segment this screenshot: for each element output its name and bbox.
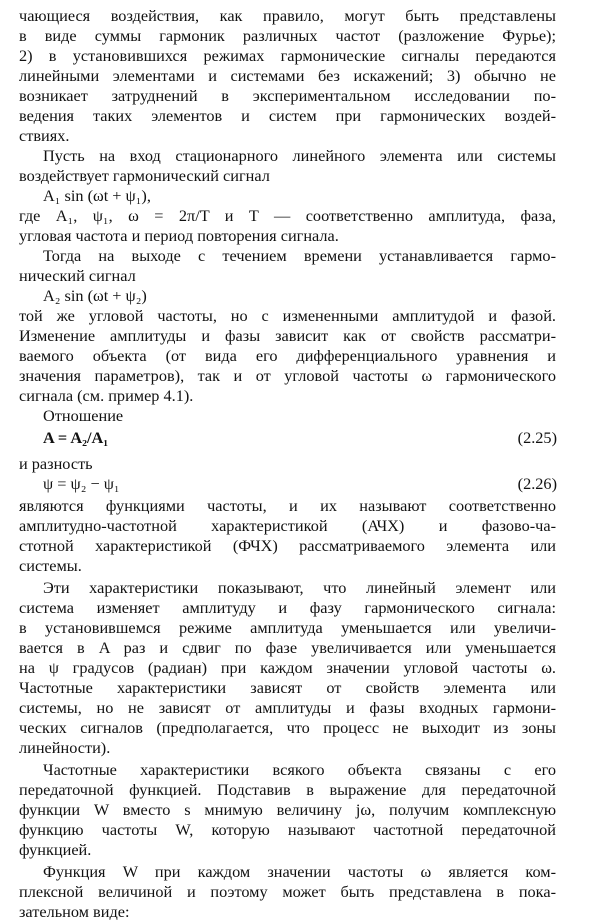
- text-line: сигнала (см. пример 4.1).: [19, 386, 194, 405]
- formula-input-signal: A₁ sin (ωt + ψ₁),: [43, 186, 151, 205]
- text-line: Изменение амплитуды и фазы зависит как от свойств рассматри-: [19, 326, 556, 345]
- text-line: системы.: [19, 556, 82, 575]
- text-line: Частотные характеристики зависят от свойств элемента или: [19, 678, 556, 697]
- text-line: линейными элементами и системами без искажений; 3) обычно не: [19, 66, 556, 85]
- text-line: в установившемся режиме амплитуда уменьшается или увеличи-: [19, 618, 556, 637]
- text-line: угловая частота и период повторения сигнала.: [19, 226, 339, 245]
- text-line: функцию частоты W, которую называют частотной передаточной: [19, 820, 556, 839]
- text-line: ствиях.: [19, 126, 70, 145]
- text-line: ческих сигналов (предполагается, что процесс не выходит из зоны: [19, 718, 556, 737]
- equation-number: (2.25): [517, 428, 557, 447]
- text-line: Тогда на выходе с течением времени устанавливается гармо-: [43, 246, 556, 265]
- text-line: амплитудно-частотной характеристикой (АЧХ) и фазово-ча-: [19, 516, 556, 535]
- text-line: 2) в установившихся режимах гармонические сигналы передаются: [19, 46, 556, 65]
- text-line: ведения таких элементов и систем при гармонических воздей-: [19, 106, 556, 125]
- text-line: где A₁, ψ₁, ω = 2π/T и T — соответственно амплитуда, фаза,: [19, 206, 556, 225]
- text-line: передаточной функцией. Подставив в выражение для передаточной: [19, 780, 556, 799]
- text-line: стотной характеристикой (ФЧХ) рассматриваемого элемента или: [19, 536, 556, 555]
- text-line: Эти характеристики показывают, что линейный элемент или: [43, 578, 556, 597]
- text-line: вается в A раз и сдвиг по фазе увеличивается или уменьшается: [19, 638, 556, 657]
- text-line: Отношение: [43, 406, 124, 425]
- formula-amplitude-ratio: A = A₂/A₁: [43, 428, 109, 447]
- text-line: являются функциями частоты, и их называют соответственно: [19, 496, 556, 515]
- text-line: значения параметров), так и от угловой частоты ω гармонического: [19, 366, 556, 385]
- formula-output-signal: A₂ sin (ωt + ψ₂): [43, 286, 147, 305]
- text-line: ваемого объекта (от вида его дифференциального уравнения и: [19, 346, 556, 365]
- text-line: Частотные характеристики всякого объекта связаны с его: [43, 760, 556, 779]
- text-line: линейности).: [19, 738, 111, 757]
- text-line: системы, но не зависят от амплитуды и фазы входных гармони-: [19, 698, 556, 717]
- text-line: и разность: [19, 454, 93, 473]
- text-line: зательном виде:: [19, 902, 130, 921]
- formula-phase-difference: ψ = ψ₂ − ψ₁: [43, 474, 120, 493]
- text-line: Функция W при каждом значении частоты ω является ком-: [43, 862, 556, 881]
- text-line: той же угловой частоты, но с измененными амплитудой и фазой.: [19, 306, 556, 325]
- text-line: чающиеся воздействия, как правило, могут быть представлены: [19, 6, 556, 25]
- text-line: в виде суммы гармоник различных частот (разложение Фурье);: [19, 26, 556, 45]
- text-line: Пусть на вход стационарного линейного элемента или системы: [43, 146, 556, 165]
- text-line: возникает затруднений в экспериментальном исследовании по-: [19, 86, 556, 105]
- text-line: нический сигнал: [19, 266, 136, 285]
- text-line: на ψ градусов (радиан) при каждом значении угловой частоты ω.: [19, 658, 556, 677]
- text-line: система изменяет амплитуду и фазу гармонического сигнала:: [19, 598, 556, 617]
- equation-number: (2.26): [517, 474, 557, 493]
- text-line: воздействует гармонический сигнал: [19, 166, 270, 185]
- text-line: функции W вместо s мнимую величину jω, получим комплексную: [19, 800, 556, 819]
- text-line: функцией.: [19, 840, 92, 859]
- text-line: плексной величиной и поэтому может быть представлена в пока-: [19, 882, 556, 901]
